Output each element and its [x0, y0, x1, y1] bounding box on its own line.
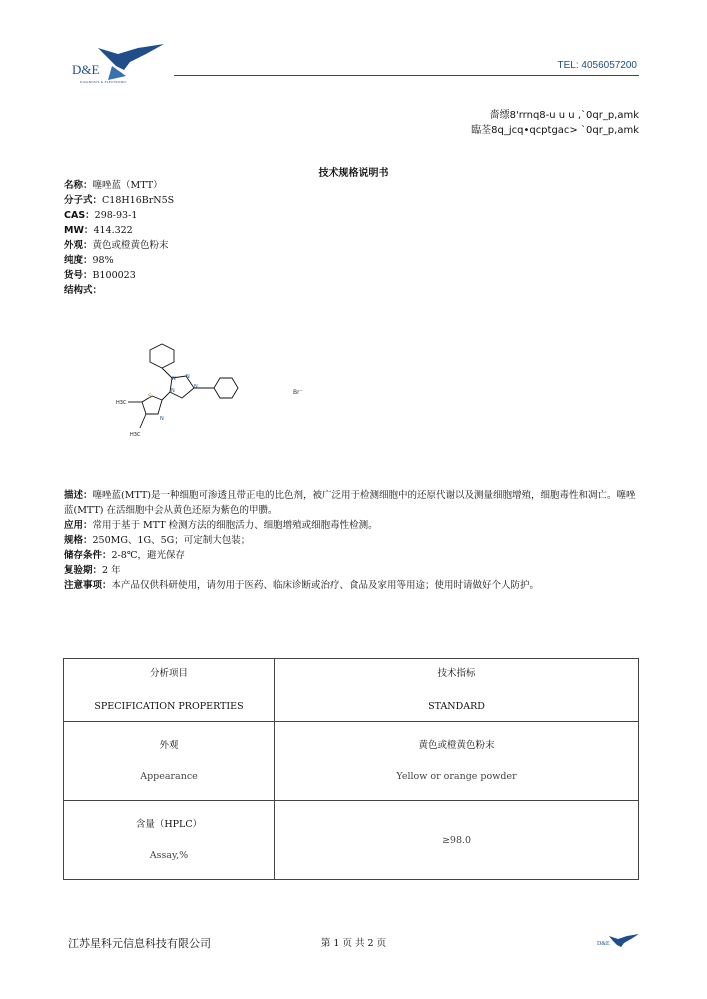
atom-n-4: N	[171, 388, 175, 394]
atom-n-2: N	[186, 374, 190, 380]
product-info	[64, 178, 174, 298]
detail-notes: 注意事项：本产品仅供科研使用，请勿用于医药、临床诊断或治疗、食品及家用等用途；使用时请做好个人防护。	[64, 580, 540, 591]
header-standard-cell	[275, 659, 639, 722]
footer-company: 江苏星科元信息科技有限公司	[68, 937, 211, 950]
info-name: 名称：噻唑蓝（MTT）	[64, 180, 163, 191]
document-title: 技术规格说明书	[318, 168, 389, 179]
item-appearance-cn: 外观	[159, 740, 179, 751]
item-appearance-en: Appearance	[140, 771, 198, 782]
info-cas: CAS：298-93-1	[64, 210, 138, 221]
item-assay-en: Assay,%	[149, 850, 189, 861]
header-standard-cn: 技术指标	[437, 668, 476, 679]
standard-appearance-en: Yellow or orange powder	[396, 771, 517, 782]
chemical-structure-diagram	[110, 340, 310, 450]
logo-text: D&E	[72, 62, 100, 77]
table-row	[64, 722, 639, 801]
footer-logo-text: D&E	[597, 941, 610, 947]
table-row	[64, 801, 639, 880]
info-mw: MW：414.322	[64, 225, 133, 236]
info-structure: 结构式：	[64, 285, 103, 296]
atom-n-1: N	[172, 376, 176, 382]
header-divider	[174, 75, 639, 76]
atom-n-5: N	[160, 416, 164, 422]
methyl-1: H3C	[116, 400, 127, 406]
header-properties-en: SPECIFICATION PROPERTIES	[94, 701, 244, 712]
header-properties-cn: 分析项目	[149, 668, 188, 679]
standard-cell	[275, 722, 639, 801]
atom-n-3: N	[194, 384, 198, 390]
table-header-row	[64, 659, 639, 722]
logo-subtitle: DIAGNOSIS & ELECTRONIC	[80, 80, 127, 84]
header-standard-en: STANDARD	[428, 701, 485, 712]
info-formula: 分子式：C18H16BrN5S	[64, 195, 175, 206]
info-catalog: 货号：B100023	[64, 270, 136, 281]
item-cell	[64, 801, 275, 880]
specification-table	[63, 658, 639, 880]
header-tel: TEL: 4056057200	[557, 60, 637, 71]
info-purity: 纯度：98%	[64, 255, 114, 266]
header-properties-cell	[64, 659, 275, 722]
methyl-2: H3C	[130, 432, 141, 438]
standard-cell	[275, 801, 639, 880]
contact-line-1: 嗇缥8'rrnq8-u u u ,`0qr_p,amk	[489, 110, 639, 121]
standard-appearance-cn: 黄色或橙黄色粉末	[418, 740, 495, 751]
detail-retest: 复验期：2 年	[64, 565, 121, 576]
item-assay-cn: 含量（HPLC）	[135, 819, 203, 830]
detail-description: 描述：噻唑蓝(MTT)是一种细胞可渗透且带正电的比色剂，被广泛用于检测细胞中的还原代谢以及测量细胞增殖，细胞毒性和凋亡。噻唑蓝(MTT) 在活细胞中会从黄色还原为紫色的甲臜。	[64, 490, 636, 516]
contact-line-2: 臨荃8q_jcq•qcptgac> `0qr_p,amk	[471, 125, 639, 136]
page-number: 第 1 页 共 2 页	[320, 938, 387, 949]
item-cell	[64, 722, 275, 801]
standard-assay-value: ≥98.0	[441, 834, 472, 846]
detail-storage: 储存条件：2-8℃，避光保存	[64, 550, 185, 561]
atom-s: S	[148, 393, 152, 400]
detail-specification: 规格：250MG、1G、5G；可定制大包装；	[64, 535, 251, 546]
detail-application: 应用：常用于基于 MTT 检测方法的细胞活力、细胞增殖或细胞毒性检测。	[64, 520, 378, 531]
description-block	[64, 488, 644, 593]
bromide-ion: Br⁻	[293, 389, 303, 396]
info-appearance: 外观：黄色或橙黄色粉末	[64, 240, 169, 251]
